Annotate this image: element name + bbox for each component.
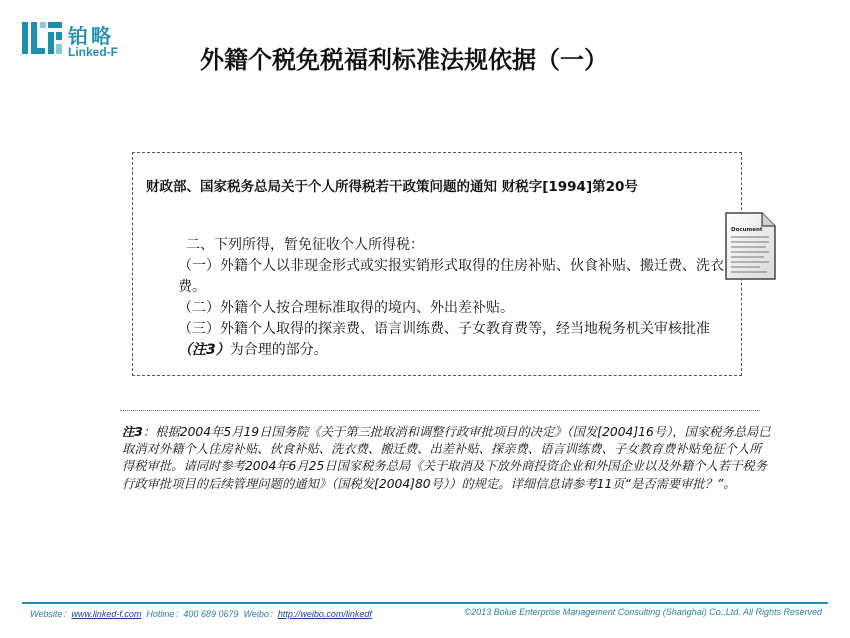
document-icon xyxy=(722,210,778,282)
regulation-body xyxy=(146,235,731,361)
footer-contact xyxy=(30,607,372,620)
footer-website-link[interactable]: www.linked-f.com xyxy=(71,609,142,619)
footer-weibo-label: Weibo： xyxy=(243,609,278,619)
footnote-text: ：根据2004年5月19日国务院《关于第三批取消和调整行政审批项目的决定》（国发[2004]16号），国家税务总局已取消对外籍个人住房补贴、伙食补贴、洗衣费、搬迁费、出差补贴、探亲费、语言训练费、子女教育费补贴免征个人所得税审批。请同时参考2004年6月25日国家税务总局《关于取消及下放外商投资企业和外国企业以及外籍个人若干税务行政审批项目的后续管理问题的通知》（国税发[2004]80号））的规定。详细信息请参考11页“是否需要审批？”。 xyxy=(122,425,771,491)
note-reference: （注3） xyxy=(178,342,230,358)
document-icon-label: Document xyxy=(731,227,763,233)
logo-english-name: Linked-F xyxy=(68,45,118,59)
regulation-paragraph-1: 二、下列所得，暂免征收个人所得税： xyxy=(186,237,424,253)
footnote-label: 注3 xyxy=(122,425,143,439)
logo-mark-icon xyxy=(22,22,62,54)
regulation-heading: 财政部、国家税务总局关于个人所得税若干政策问题的通知 财税字[1994]第20号 xyxy=(146,179,638,195)
footer-copyright: ©2013 Bolue Enterprise Management Consulting (Shanghai) Co.,Ltd. All Rights Reserved xyxy=(464,607,822,617)
regulation-box xyxy=(132,152,742,376)
regulation-paragraph-3: （二）外籍个人按合理标准取得的境内、外出差补贴。 xyxy=(178,300,514,316)
separator-line xyxy=(120,410,760,411)
logo-chinese-name: 铂略 xyxy=(68,24,114,48)
regulation-paragraph-2: （一）外籍个人以非现金形式或实报实销形式取得的住房补贴、伙食补贴、搬迁费、洗衣费。 xyxy=(178,258,724,295)
footer-divider xyxy=(22,602,828,604)
footer-hotline: Hotline：400 689 0679 xyxy=(146,609,239,619)
regulation-paragraph-4 xyxy=(146,319,731,361)
footer-website-label: Website： xyxy=(30,609,72,619)
footer-weibo-link[interactable]: http://weibo.com/linkedf xyxy=(277,609,372,619)
regulation-paragraph-4-end: 为合理的部分。 xyxy=(229,342,328,358)
footnote xyxy=(122,424,772,493)
regulation-paragraph-4-main: （三）外籍个人取得的探亲费、语言训练费、子女教育费等，经当地税务机关审核批准 xyxy=(178,321,710,337)
page-title: 外籍个税免税福利标准法规依据（一） xyxy=(200,46,608,74)
logo xyxy=(22,20,140,62)
